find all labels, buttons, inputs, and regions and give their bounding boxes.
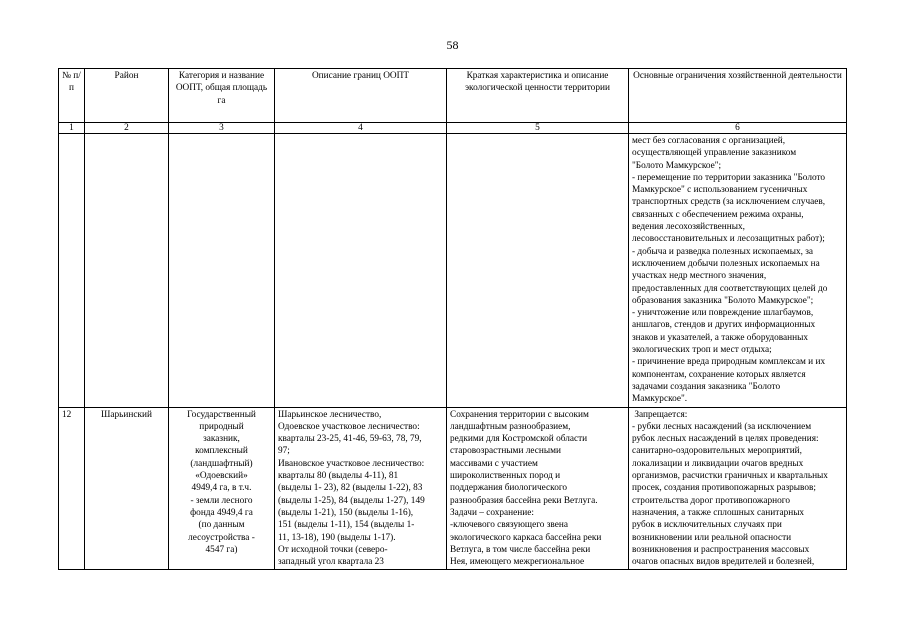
text-line: От исходной точки (северо- <box>278 544 388 555</box>
text-line: (выделы 1-25), 84 (выделы 1-27), 149 <box>278 495 425 506</box>
table-row-continuation <box>59 134 847 408</box>
row-number: 12 <box>59 407 85 570</box>
text-line: ландшафтным разнообразием, <box>450 421 571 432</box>
header-category: Категория и название ООПТ, общая площадь га <box>169 69 275 123</box>
empty-cell <box>447 134 629 408</box>
text-line: Сохранения территории с высоким <box>450 409 589 420</box>
text-line: осуществляющей управление заказником <box>632 148 797 159</box>
text-line: возникновении или реальной опасности <box>632 532 792 543</box>
text-line: фонда 4949,4 га <box>190 507 253 518</box>
text-line: разнообразия бассейна реки Ветлуга. <box>450 495 598 506</box>
text-line: мест без согласования с организацией, <box>632 136 786 146</box>
text-line: "Болото Мамкурское"; <box>632 160 722 171</box>
text-line: Задачи – сохранение: <box>450 507 534 518</box>
text-line: транспортных средств (за исключением случаев, <box>632 197 826 208</box>
text-line: экологических троп и мест отдыха; <box>632 345 772 356</box>
text-line: Мамкурское" с использованием гусеничных <box>632 185 808 196</box>
column-number: 6 <box>629 123 847 134</box>
text-line: Ветлуга, в том числе бассейна реки <box>450 544 591 555</box>
text-line: - земли лесного <box>190 495 253 506</box>
restrictions-cell <box>629 407 847 570</box>
category-cell <box>169 407 275 570</box>
text-line: кварталы 23-25, 41-46, 59-63, 78, 79, <box>278 434 422 445</box>
text-line: -ключевого связующего звена <box>450 520 568 531</box>
text-line: предоставленных для соответствующих целей до <box>632 283 828 294</box>
text-line: знаков и указателей, а также оборудованных <box>632 332 809 343</box>
text-line: 151 (выделы 1-11), 154 (выделы 1- <box>278 520 415 531</box>
column-number-row <box>59 123 847 134</box>
text-line: Запрещается: <box>632 409 688 420</box>
text-line: компонентам, сохранение которых является <box>632 369 806 380</box>
text-line: старовозрастными лесными <box>450 446 561 457</box>
text-line: ведения лесохозяйственных, <box>632 222 745 233</box>
empty-cell <box>85 134 169 408</box>
characteristics-cell <box>447 407 629 570</box>
empty-cell <box>59 134 85 408</box>
text-line: связанных с обеспечением режима охраны, <box>632 209 804 220</box>
text-line: Шарьинское лесничество, <box>278 409 382 420</box>
text-line: Ивановское участковое лесничество: <box>278 458 425 469</box>
text-line: образования заказника "Болото Мамкурское"; <box>632 295 814 306</box>
text-line: (ландшафтный) <box>190 458 253 469</box>
text-line: западный угол квартала 23 <box>278 557 384 568</box>
text-line: рубок лесных насаждений в целях проведения: <box>632 434 819 445</box>
text-line: возникновения и распространения массовых <box>632 544 810 555</box>
text-line: экологического каркаса бассейна реки <box>450 532 602 543</box>
column-number: 3 <box>169 123 275 134</box>
text-line: - добыча и разведка полезных ископаемых, за <box>632 246 814 257</box>
text-line: очагов опасных видов вредителей и болезней, <box>632 557 815 568</box>
table-row <box>59 407 847 570</box>
text-line: - уничтожение или повреждение шлагбаумов, <box>632 308 814 319</box>
column-number: 2 <box>85 123 169 134</box>
text-line: (выделы 1-21), 150 (выделы 1-16), <box>278 507 414 518</box>
text-line: санитарно-оздоровительных мероприятий, <box>632 446 802 457</box>
text-line: 11, 13-18), 190 (выделы 1-17). <box>278 532 396 543</box>
boundaries-cell <box>275 407 447 570</box>
text-line: (выделы 1- 23), 82 (выделы 1-22), 83 <box>278 483 423 494</box>
text-line: заказник, <box>203 434 240 445</box>
text-line: - рубки лесных насаждений (за исключением <box>632 421 812 432</box>
text-line: задачами создания заказника "Болото <box>632 381 781 392</box>
text-line: редкими для Костромской области <box>450 434 588 445</box>
restrictions-continuation-cell <box>629 134 847 408</box>
header-boundaries: Описание границ ООПТ <box>275 69 447 123</box>
text-line: организмов, расчистки граничных и квартальных <box>632 471 828 482</box>
header-characteristics: Краткая характеристика и описание экологической ценности территории <box>447 69 629 123</box>
text-line: Мамкурское". <box>632 394 688 405</box>
text-line: строительства дорог противопожарного <box>632 495 790 506</box>
district-cell: Шарьинский <box>85 407 169 570</box>
protected-areas-table <box>58 68 847 570</box>
text-line: (по данным <box>198 520 245 531</box>
text-line: массивами с участием <box>450 458 538 469</box>
text-line: 97; <box>278 446 290 457</box>
text-line: - перемещение по территории заказника "Болото <box>632 172 826 183</box>
text-line: 4547 га) <box>205 544 238 555</box>
text-line: широколиственных пород и <box>450 471 561 482</box>
text-line: участках недр местного значения, <box>632 271 767 282</box>
text-line: - причинение вреда природным комплексам и их <box>632 357 826 368</box>
header-district: Район <box>85 69 169 123</box>
text-line: аншлагов, стендов и других информационных <box>632 320 816 331</box>
text-line: «Одоевский» <box>195 471 248 482</box>
text-line: назначения, а также сплошных санитарных <box>632 507 805 518</box>
header-restrictions: Основные ограничения хозяйственной деятельности <box>629 69 847 123</box>
text-line: 4949,4 га, в т.ч. <box>191 483 252 494</box>
text-line: исключением добычи полезных ископаемых на <box>632 258 820 269</box>
text-line: Нея, имеющего межрегиональное <box>450 557 585 568</box>
text-line: рубок в исключительных случаях при <box>632 520 782 531</box>
text-line: лесоустройства - <box>188 532 255 543</box>
text-line: лесовосстановительных и лесозащитных работ); <box>632 234 825 245</box>
text-line: просек, создания противопожарных разрывов; <box>632 483 816 494</box>
empty-cell <box>275 134 447 408</box>
page-number: 58 <box>446 38 459 52</box>
text-line: поддержания биологического <box>450 483 568 494</box>
text-line: Одоевское участковое лесничество: <box>278 421 420 432</box>
text-line: локализации и ликвидации очагов вредных <box>632 458 804 469</box>
text-line: Государственный <box>187 409 256 420</box>
column-number: 5 <box>447 123 629 134</box>
header-number: № п/п <box>59 69 85 123</box>
text-line: кварталы 80 (выделы 4-11), 81 <box>278 471 399 482</box>
text-line: природный <box>199 421 244 432</box>
text-line: комплексный <box>195 446 248 457</box>
table-header-row <box>59 69 847 123</box>
column-number: 4 <box>275 123 447 134</box>
empty-cell <box>169 134 275 408</box>
column-number: 1 <box>59 123 85 134</box>
